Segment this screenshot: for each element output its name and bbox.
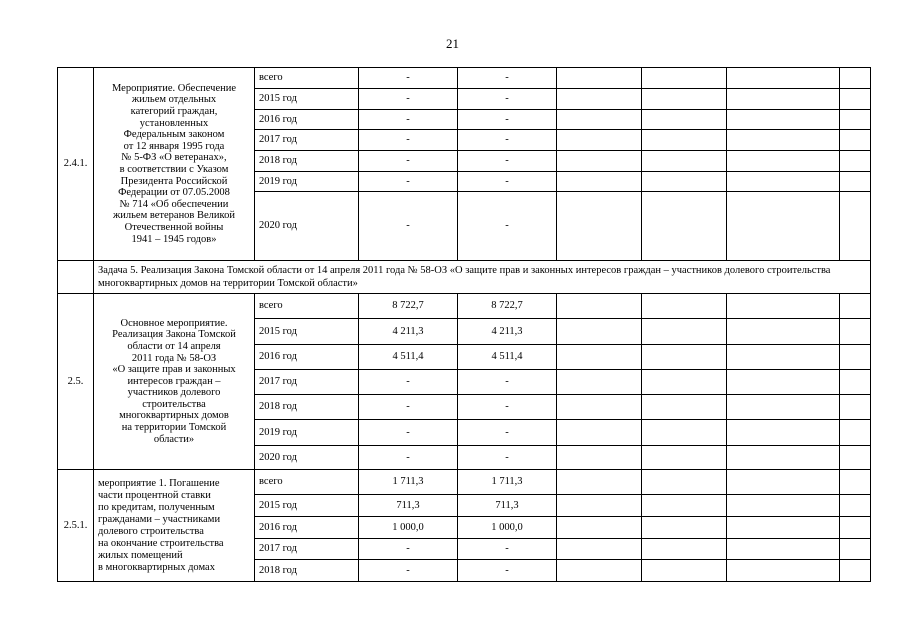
empty-cell xyxy=(557,172,642,192)
description-line: многоквартирных домов xyxy=(119,410,229,422)
budget-value-cell: 1 711,3 xyxy=(458,470,557,495)
empty-cell xyxy=(840,517,871,539)
budget-value-cell: - xyxy=(458,130,557,151)
period-cell: 2016 год xyxy=(255,345,359,370)
empty-cell xyxy=(840,130,871,151)
empty-cell xyxy=(840,172,871,192)
empty-cell xyxy=(642,319,727,345)
description-line: мероприятие 1. Погашение xyxy=(98,477,220,489)
empty-cell xyxy=(840,495,871,517)
empty-cell xyxy=(642,539,727,560)
description-line: долевого строительства xyxy=(98,525,204,537)
empty-cell xyxy=(557,89,642,110)
empty-cell xyxy=(557,110,642,130)
table-row xyxy=(58,470,871,495)
empty-cell xyxy=(727,420,840,446)
budget-table xyxy=(57,67,871,582)
empty-cell xyxy=(557,517,642,539)
description-line: по кредитам, полученным xyxy=(98,501,215,513)
empty-cell xyxy=(727,495,840,517)
budget-value-cell: - xyxy=(458,110,557,130)
empty-cell xyxy=(642,446,727,470)
total-value-cell: - xyxy=(359,130,458,151)
period-cell: 2017 год xyxy=(255,539,359,560)
description-line: 1941 – 1945 годов» xyxy=(131,233,217,245)
description-line: области от 14 апреля xyxy=(127,340,221,352)
empty-cell xyxy=(642,68,727,89)
empty-cell xyxy=(727,446,840,470)
empty-cell xyxy=(557,294,642,319)
empty-cell xyxy=(642,294,727,319)
total-value-cell: 711,3 xyxy=(359,495,458,517)
empty-cell xyxy=(840,395,871,420)
empty-cell xyxy=(840,370,871,395)
budget-value-cell: - xyxy=(458,539,557,560)
description-line: жильем отдельных xyxy=(131,94,217,106)
budget-value-cell: - xyxy=(458,151,557,172)
description-line: установленных xyxy=(139,117,209,129)
empty-cell xyxy=(840,151,871,172)
empty-cell xyxy=(642,560,727,582)
task-heading: Задача 5. Реализация Закона Томской области от 14 апреля 2011 года № 58-ОЗ «О защите прав и законных интересов граждан – участников долевого строительства многоквартирных домов на территории Томской области» xyxy=(94,261,871,294)
description-line: участников долевого xyxy=(127,387,221,399)
empty-cell xyxy=(557,446,642,470)
description-line: на окончание строительства xyxy=(98,537,224,549)
item-number: 2.5. xyxy=(58,294,94,470)
page-number: 21 xyxy=(446,36,459,51)
description-line: части процентной ставки xyxy=(98,489,211,501)
empty-cell xyxy=(557,319,642,345)
empty-cell xyxy=(557,470,642,495)
empty-cell xyxy=(642,192,727,261)
description-line: Реализация Закона Томской xyxy=(112,329,236,341)
description-line: области» xyxy=(153,433,195,445)
total-value-cell: - xyxy=(359,68,458,89)
period-cell: 2019 год xyxy=(255,172,359,192)
item-description xyxy=(94,294,255,470)
empty-cell xyxy=(840,68,871,89)
empty-cell xyxy=(727,294,840,319)
period-cell: 2020 год xyxy=(255,192,359,261)
empty-cell xyxy=(727,192,840,261)
empty-cell xyxy=(557,130,642,151)
empty-cell xyxy=(557,192,642,261)
description-line: Федерации от 07.05.2008 xyxy=(118,187,230,199)
description-line: в многоквартирных домах xyxy=(98,561,215,573)
empty-cell xyxy=(727,319,840,345)
description-line: на территории Томской xyxy=(121,422,227,434)
empty-cell xyxy=(727,539,840,560)
description-line: Отечественной войны xyxy=(124,221,224,233)
empty-cell xyxy=(642,470,727,495)
period-cell: 2015 год xyxy=(255,89,359,110)
empty-cell xyxy=(557,68,642,89)
total-value-cell: 1 000,0 xyxy=(359,517,458,539)
total-value-cell: 1 711,3 xyxy=(359,470,458,495)
budget-value-cell: - xyxy=(458,420,557,446)
item-number: 2.4.1. xyxy=(58,68,94,261)
empty-cell xyxy=(727,345,840,370)
budget-value-cell: - xyxy=(458,192,557,261)
period-cell: 2018 год xyxy=(255,560,359,582)
empty-cell xyxy=(642,110,727,130)
empty-cell xyxy=(642,517,727,539)
empty-cell xyxy=(727,560,840,582)
empty-cell xyxy=(727,68,840,89)
period-cell: 2018 год xyxy=(255,395,359,420)
budget-value-cell: 711,3 xyxy=(458,495,557,517)
empty-cell xyxy=(642,89,727,110)
description-line: «О защите прав и законных xyxy=(112,364,236,376)
empty-cell xyxy=(840,539,871,560)
total-value-cell: - xyxy=(359,539,458,560)
total-value-cell: 8 722,7 xyxy=(359,294,458,319)
period-cell: 2019 год xyxy=(255,420,359,446)
total-value-cell: - xyxy=(359,89,458,110)
description-line: жильем ветеранов Великой xyxy=(113,210,235,222)
empty-cell xyxy=(642,172,727,192)
empty-cell xyxy=(727,517,840,539)
empty-cell xyxy=(840,110,871,130)
period-cell: 2016 год xyxy=(255,517,359,539)
empty-cell xyxy=(642,395,727,420)
total-value-cell: 4 211,3 xyxy=(359,319,458,345)
empty-cell xyxy=(557,370,642,395)
period-cell: всего xyxy=(255,68,359,89)
empty-cell xyxy=(727,89,840,110)
description-line: Мероприятие. Обеспечение xyxy=(111,82,237,94)
empty-cell xyxy=(840,192,871,261)
period-cell: 2017 год xyxy=(255,370,359,395)
empty-cell xyxy=(58,261,94,294)
budget-value-cell: - xyxy=(458,370,557,395)
empty-cell xyxy=(840,89,871,110)
budget-value-cell: - xyxy=(458,68,557,89)
empty-cell xyxy=(727,395,840,420)
period-cell: 2016 год xyxy=(255,110,359,130)
empty-cell xyxy=(727,130,840,151)
description-line: строительства xyxy=(142,398,206,410)
empty-cell xyxy=(840,446,871,470)
description-line: Основное мероприятие. xyxy=(120,317,228,329)
description-line: интересов граждан – xyxy=(127,375,221,387)
period-cell: 2015 год xyxy=(255,495,359,517)
empty-cell xyxy=(727,172,840,192)
budget-value-cell: - xyxy=(458,89,557,110)
empty-cell xyxy=(642,495,727,517)
total-value-cell: - xyxy=(359,560,458,582)
empty-cell xyxy=(557,345,642,370)
table-row xyxy=(58,68,871,89)
period-cell: 2020 год xyxy=(255,446,359,470)
empty-cell xyxy=(642,345,727,370)
budget-value-cell: 4 211,3 xyxy=(458,319,557,345)
empty-cell xyxy=(557,560,642,582)
empty-cell xyxy=(642,370,727,395)
budget-value-cell: 4 511,4 xyxy=(458,345,557,370)
total-value-cell: - xyxy=(359,446,458,470)
empty-cell xyxy=(727,110,840,130)
period-cell: всего xyxy=(255,294,359,319)
total-value-cell: - xyxy=(359,110,458,130)
period-cell: всего xyxy=(255,470,359,495)
description-line: гражданами – участниками xyxy=(98,513,221,525)
empty-cell xyxy=(642,420,727,446)
budget-value-cell: - xyxy=(458,172,557,192)
period-cell: 2015 год xyxy=(255,319,359,345)
empty-cell xyxy=(727,370,840,395)
budget-value-cell: - xyxy=(458,395,557,420)
empty-cell xyxy=(557,495,642,517)
table-row xyxy=(58,294,871,319)
empty-cell xyxy=(557,420,642,446)
total-value-cell: - xyxy=(359,151,458,172)
total-value-cell: - xyxy=(359,172,458,192)
empty-cell xyxy=(557,539,642,560)
item-description xyxy=(94,68,255,261)
item-number: 2.5.1. xyxy=(58,470,94,582)
empty-cell xyxy=(727,470,840,495)
period-cell: 2017 год xyxy=(255,130,359,151)
empty-cell xyxy=(840,470,871,495)
period-cell: 2018 год xyxy=(255,151,359,172)
total-value-cell: 4 511,4 xyxy=(359,345,458,370)
empty-cell xyxy=(642,130,727,151)
description-line: категорий граждан, xyxy=(130,106,218,118)
description-line: Президента Российской xyxy=(120,175,228,187)
empty-cell xyxy=(727,151,840,172)
empty-cell xyxy=(557,395,642,420)
empty-cell xyxy=(840,345,871,370)
total-value-cell: - xyxy=(359,420,458,446)
budget-value-cell: - xyxy=(458,446,557,470)
description-line: жилых помещений xyxy=(98,549,183,561)
budget-value-cell: - xyxy=(458,560,557,582)
description-line: № 5-ФЗ «О ветеранах», xyxy=(121,152,227,164)
empty-cell xyxy=(840,420,871,446)
total-value-cell: - xyxy=(359,395,458,420)
empty-cell xyxy=(557,151,642,172)
empty-cell xyxy=(840,294,871,319)
budget-value-cell: 8 722,7 xyxy=(458,294,557,319)
item-description xyxy=(94,470,255,582)
description-line: Федеральным законом xyxy=(123,129,225,141)
description-line: в соответствии с Указом xyxy=(119,164,229,175)
description-line: № 714 «Об обеспечении xyxy=(119,198,229,210)
total-value-cell: - xyxy=(359,192,458,261)
description-line: от 12 января 1995 года xyxy=(123,140,225,152)
total-value-cell: - xyxy=(359,370,458,395)
empty-cell xyxy=(840,560,871,582)
empty-cell xyxy=(840,319,871,345)
task-row xyxy=(58,261,871,294)
budget-value-cell: 1 000,0 xyxy=(458,517,557,539)
description-line: 2011 года № 58-ОЗ xyxy=(131,352,217,364)
empty-cell xyxy=(642,151,727,172)
